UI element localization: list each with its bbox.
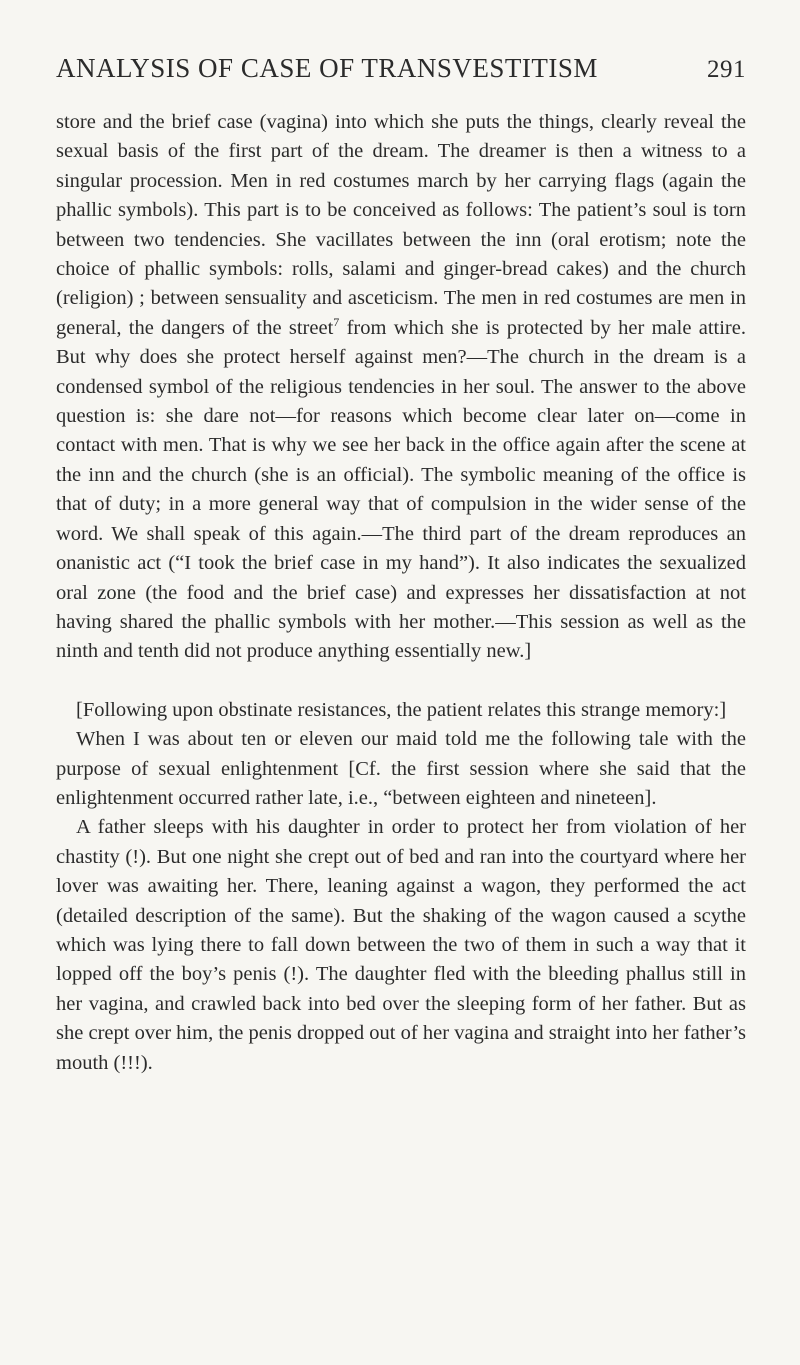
paragraph-memory-tale: A father sleeps with his daughter in order to protect her from violation of her chastity (!). But one night she crept out of bed and ran into the courtyard where her lover was awaiting her. There, leaning against a wagon, they performed the act (detailed description of the same). But the shaking of the wagon caused a scythe which was lying there to fall down between the two of them in such a way that it lopped off the boy’s penis (!). The daughter fled with the bleeding phallus still in her vagina, and crawled back into bed over the sleeping form of her father. But as she crept over him, the penis dropped out of her vagina and straight into her father’s mouth (!!!). bbox=[56, 816, 746, 1074]
paragraph-text: store and the brief case (vagina) into which she puts the things, clearly reveal the sexual basis of the first part of the dream. The dreamer is then a witness to a singular procession. Men in red costumes march by her carrying flags (again the phallic symbols). This part is to be conceived as follows: The patient’s soul is torn between two tendencies. She vacillates between the inn (oral erotism; note the choice of phallic symbols: rolls, salami and ginger-bread cakes) and the church (religion) ; between sensuality and asceticism. The men in red costumes are men in general, the dangers of the street bbox=[56, 111, 746, 339]
paragraph-memory-intro: When I was about ten or eleven our maid told me the following tale with the purpose of sexual enlightenment [Cf. the first session where she said that the enlightenment occurred rather late, i.e., “between eighteen and nineteen]. bbox=[56, 728, 746, 809]
paragraph-text-continued: from which she is protected by her male attire. But why does she protect herself against men?—The church in the dream is a condensed symbol of the religious tendencies in her soul. The answer to the above question is: she dare not—for reasons which become clear later on—come in contact with men. That is why we see her back in the office again after the scene at the inn and the church (she is an official). The symbolic meaning of the office is that of duty; in a more general way that of compulsion in the wider sense of the word. We shall speak of this again.—The third part of the dream reproduces an onanistic act (“I took the brief case in my hand”). It also indicates the sexualized oral zone (the food and the brief case) and expresses her dissatisfaction at not having shared the phallic symbols with her mother.—This session as well as the ninth and tenth did not produce anything essentially new.] bbox=[56, 316, 746, 663]
running-title: ANALYSIS OF CASE OF TRANSVESTITISM bbox=[56, 53, 598, 83]
footnote-reference: 7 bbox=[333, 315, 340, 330]
running-head bbox=[56, 52, 746, 86]
paragraph-editorial-note: [Following upon obstinate resistances, the patient relates this strange memory:] bbox=[76, 698, 727, 721]
paragraph-dream-analysis bbox=[56, 108, 746, 667]
paragraph-spacer bbox=[56, 667, 746, 696]
page-number: 291 bbox=[707, 56, 746, 83]
